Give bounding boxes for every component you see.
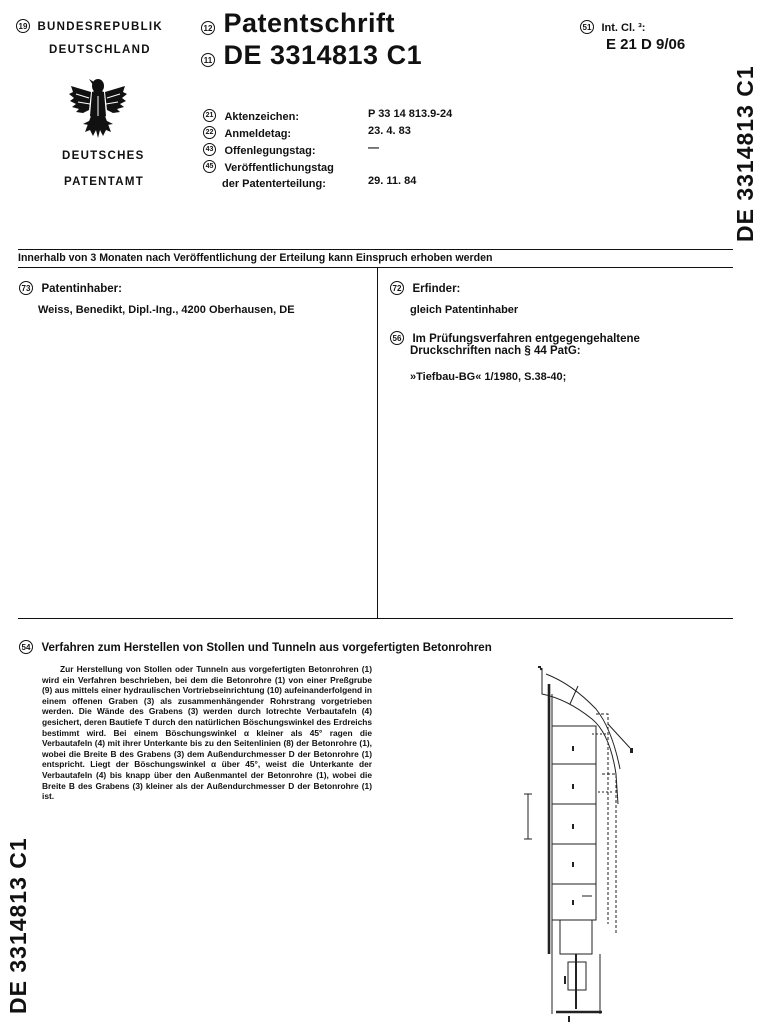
ipc-label: Int. Cl. ³: — [601, 22, 646, 34]
inid-code: 45 — [203, 160, 216, 173]
doctype-title: Patentschrift — [223, 8, 395, 38]
meta-label: der Patenterteilung: — [222, 178, 326, 190]
ipc-value: E 21 D 9/06 — [606, 36, 686, 53]
invention-title: Verfahren zum Herstellen von Stollen und Tunneln aus vorgefertigten Betonrohren — [41, 642, 492, 654]
divider — [18, 618, 733, 619]
inid-code: 56 — [390, 331, 404, 345]
owner-heading-block — [19, 279, 122, 297]
inventor-text: gleich Patentinhaber — [410, 304, 519, 316]
meta-label: Veröffentlichungstag — [224, 162, 334, 174]
meta-table — [203, 107, 533, 190]
meta-row — [203, 124, 533, 141]
patent-number: DE 3314813 C1 — [223, 40, 423, 70]
meta-label: Offenlegungstag: — [224, 145, 316, 157]
title-block — [19, 638, 492, 656]
meta-label: Aktenzeichen: — [224, 111, 300, 123]
inid-code: 54 — [19, 640, 33, 654]
inid-code: 51 — [580, 20, 594, 34]
inid-code: 22 — [203, 126, 216, 139]
office-line2: PATENTAMT — [64, 176, 145, 188]
federal-eagle-icon — [67, 72, 129, 144]
patent-drawing-figure — [512, 664, 660, 1026]
citations-heading: Im Prüfungsverfahren entgegengehaltene — [412, 333, 640, 345]
meta-row — [203, 107, 533, 124]
meta-row — [203, 141, 533, 158]
country-line2: DEUTSCHLAND — [49, 44, 151, 56]
inid-code: 21 — [203, 109, 216, 122]
country-block — [16, 17, 163, 35]
inid-code: 73 — [19, 281, 33, 295]
divider — [18, 267, 733, 268]
meta-value: 29. 11. 84 — [368, 175, 417, 187]
inid-code: 12 — [201, 21, 215, 35]
side-number-top: DE 3314813 C1 — [732, 65, 758, 242]
side-number-bottom: DE 3314813 C1 — [5, 837, 31, 1014]
inid-code: 11 — [201, 53, 215, 67]
inventor-heading: Erfinder: — [412, 283, 461, 295]
ipc-label-block — [580, 18, 645, 36]
inid-code: 19 — [16, 19, 30, 33]
meta-value: P 33 14 813.9-24 — [368, 108, 453, 120]
meta-value: 23. 4. 83 — [368, 125, 411, 137]
inid-code: 72 — [390, 281, 404, 295]
owner-heading: Patentinhaber: — [41, 283, 122, 295]
owner-text: Weiss, Benedikt, Dipl.-Ing., 4200 Oberhausen, DE — [38, 304, 295, 316]
meta-value: — — [368, 142, 379, 154]
abstract-text: Zur Herstellung von Stollen oder Tunneln aus vorgefertigten Betonrohren (1) wird ein Verfahren beschrieben, bei dem die Betonrohre (1) von einer Preßgrube (9) aus mittels einer hydraulischen Vortriebseinrichtung (10) aufeinanderfolgend in einem offenen Graben (3) als zusammenhängender Rohrstrang vorgetrieben werden. Die Wände des Grabens (3) werden durch lotrechte Verbautafeln (4) gesichert, deren Bautiefe T durch den natürlichen Böschungswinkel des Erdreichs bestimmt wird. Bei einem Böschungswinkel α kleiner als 45° ragen die Verbautafeln (4) mit ihrer Unterkante bis zu den Seitenlinien (8) der Betonrohre (1), wobei die Breite B des Grabens (3) dem Außendurchmesser D der Betonrohre (1) entspricht. Liegt der Böschungswinkel α über 45°, weist die Unterkante der Verbautafeln (4) bis knapp über den Außenmantel der Betonrohre (1), wobei die Breite B des Grabens (3) kleiner als der Außendurchmesser D der Betonrohre (1) ist. — [42, 664, 372, 802]
meta-row — [203, 174, 533, 190]
country-line1: BUNDESREPUBLIK — [37, 21, 163, 33]
column-divider — [377, 268, 378, 618]
office-line1: DEUTSCHES — [62, 150, 145, 162]
inid-code: 43 — [203, 143, 216, 156]
number-block — [201, 40, 422, 71]
inventor-heading-block — [390, 279, 460, 297]
meta-row — [203, 158, 533, 174]
opposition-notice: Innerhalb von 3 Monaten nach Veröffentlichung der Erteilung kann Einspruch erhoben werden — [18, 252, 493, 264]
citations-heading-line2: Druckschriften nach § 44 PatG: — [410, 345, 581, 357]
meta-label: Anmeldetag: — [224, 128, 292, 140]
divider — [18, 249, 733, 250]
citations-text: »Tiefbau-BG« 1/1980, S.38-40; — [410, 371, 567, 383]
doctype-block — [201, 8, 395, 39]
